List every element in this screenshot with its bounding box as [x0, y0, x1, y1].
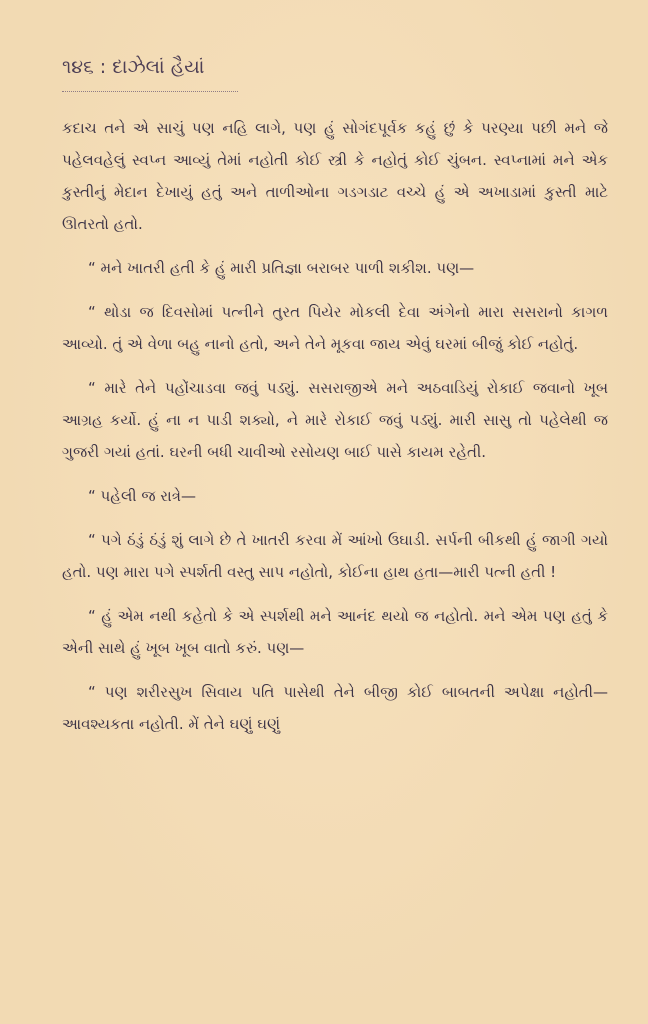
paragraph: “ મને ખાતરી હતી કે હું મારી પ્રતિજ્ઞા બરાબર પાળી શકીશ. પણ— [88, 259, 475, 277]
paragraph: “ મારે તેને પહોંચાડવા જવું પડ્યું. સસરાજીએ મને અઠવાડિયું રોકાઈ જવાનો ખૂબ આગ્રહ કર્યો. હું ના ન પાડી શક્યો, ને મારે રોકાઈ જવું પડ્યું. મારી સાસુ તો પહેલેથી જ ગુજરી ગયાં હતાં. ઘરની બધી ચાવીઓ રસોયણ બાઈ પાસે કાયમ રહેતી. [62, 379, 608, 461]
book-title: દાઝેલાં હૈયાં [112, 56, 205, 78]
running-header [62, 56, 204, 78]
header-underline [62, 88, 238, 92]
paragraph: કદાચ તને એ સાચું પણ નહિ લાગે, પણ હું સોગંદપૂર્વક કહું છું કે પરણ્યા પછી મને જે પહેલવહેલું સ્વપ્ન આવ્યું તેમાં નહોતી કોઈ સ્ત્રી કે નહોતું કોઈ ચુંબન. સ્વપ્નામાં મને એક કુસ્તીનું મેદાન દેખાયું હતું અને તાળીઓના ગડગડાટ વચ્ચે હું એ અખાડામાં કુસ્તી માટે ઊતરતો હતો. [62, 119, 608, 233]
paragraph: “ પગે ઠંડું ઠંડું શું લાગે છે તે ખાતરી કરવા મેં આંખો ઉઘાડી. સર્પની બીકથી હું જાગી ગયો હતો. પણ મારા પગે સ્પર્શતી વસ્તુ સાપ નહોતો, કોઈના હાથ હતા—મારી પત્ની હતી ! [62, 531, 608, 581]
paragraph: “ પહેલી જ રાત્રે— [88, 487, 196, 505]
paragraph: “ હું એમ નથી કહેતો કે એ સ્પર્શથી મને આનંદ થયો જ નહોતો. મને એમ પણ હતું કે એની સાથે હું ખૂબ ખૂબ વાતો કરું. પણ— [62, 607, 608, 657]
header-separator: : [99, 56, 107, 78]
body-text [62, 112, 608, 752]
paragraph: “ થોડા જ દિવસોમાં પત્નીને તુરત પિયેર મોકલી દેવા અંગેનો મારા સસરાનો કાગળ આવ્યો. તું એ વેળા બહુ નાનો હતો, અને તેને મૂકવા જાય એવું ઘરમાં બીજું કોઈ નહોતું. [62, 303, 608, 353]
page-number: ૧૪૬ [62, 56, 94, 78]
paragraph: “ પણ શરીરસુખ સિવાય પતિ પાસેથી તેને બીજી કોઈ બાબતની અપેક્ષા નહોતી—આવશ્યકતા નહોતી. મેં તેને ઘણું ઘણું [62, 683, 608, 733]
